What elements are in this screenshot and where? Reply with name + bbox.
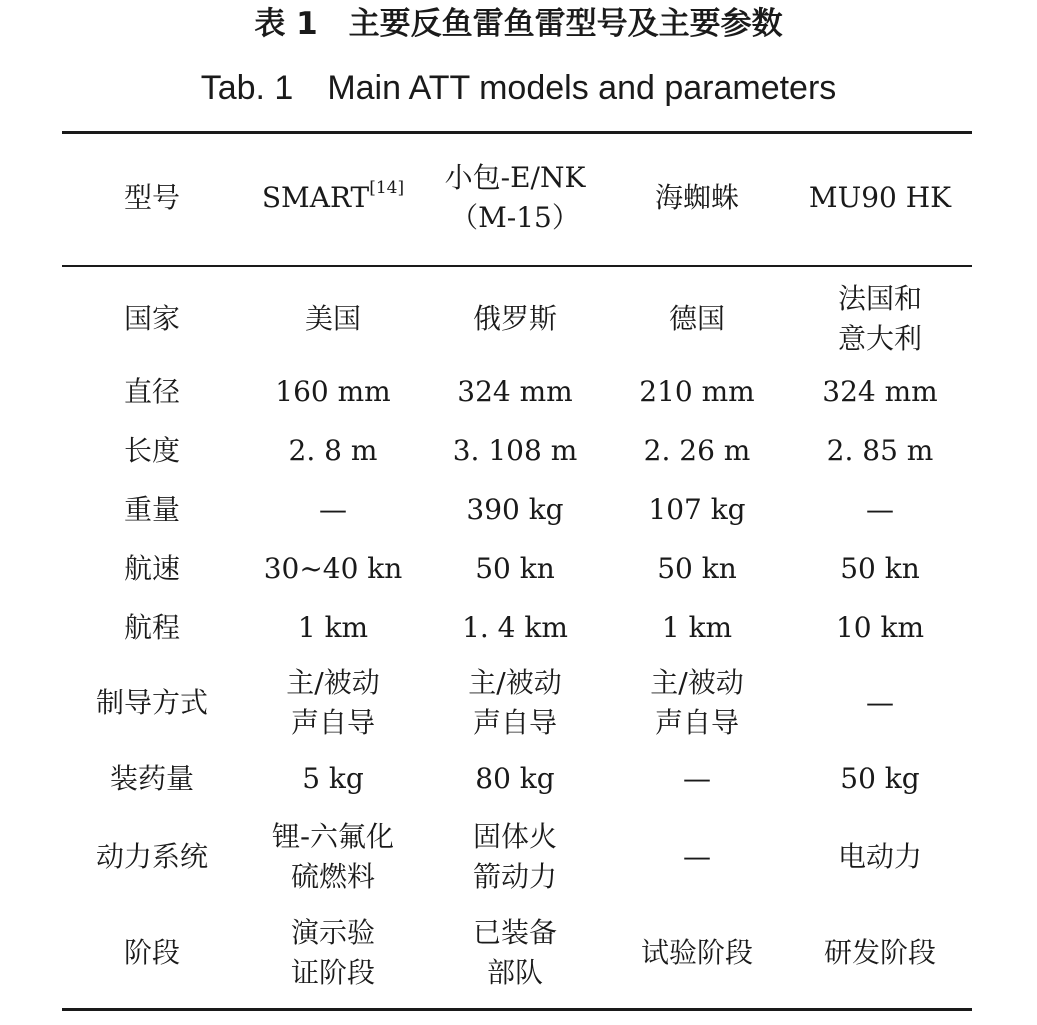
cell-line: — — [683, 840, 711, 873]
table-cell — [788, 599, 972, 657]
cell-line: 主/被动 — [286, 666, 380, 699]
table-cell — [606, 421, 788, 481]
header-model-smart — [242, 154, 424, 242]
table-cell — [606, 657, 788, 749]
cell-line: 电动力 — [837, 840, 922, 873]
table-cell — [606, 749, 788, 809]
table-cell — [424, 749, 606, 809]
cell-line: 1 km — [661, 611, 733, 644]
cell-line: 160 mm — [275, 375, 391, 408]
cell-line: 210 mm — [639, 375, 755, 408]
cell-line: 法国和 — [837, 282, 922, 315]
table-cell — [788, 421, 972, 481]
table-row — [62, 599, 972, 657]
header-model-subname: （M-15） — [450, 201, 580, 234]
citation-ref: [14] — [369, 178, 405, 198]
cell-line: 已装备 — [472, 916, 557, 949]
table-cell — [242, 539, 424, 599]
cell-line: 声自导 — [290, 706, 375, 739]
table-row — [62, 275, 972, 363]
table-cell — [788, 749, 972, 809]
cell-line: 30~40 kn — [263, 552, 403, 585]
table-cell — [788, 539, 972, 599]
table-cell — [606, 809, 788, 905]
table-cell — [242, 481, 424, 539]
table-cell — [242, 599, 424, 657]
table-cell — [424, 657, 606, 749]
table-row — [62, 809, 972, 905]
table-cell — [242, 421, 424, 481]
table-header — [62, 154, 972, 242]
header-model-m15 — [424, 154, 606, 242]
cell-line: 德国 — [668, 302, 725, 335]
cell-line: 324 mm — [822, 375, 938, 408]
cell-line: 324 mm — [457, 375, 573, 408]
cell-line: 10 km — [835, 611, 925, 644]
table-cell — [424, 363, 606, 421]
cell-line: 部队 — [486, 956, 543, 989]
header-model-mu90: MU90 HK — [808, 181, 952, 214]
cell-line: 意大利 — [837, 322, 922, 355]
cell-line: 3. 108 m — [452, 434, 578, 467]
table-row — [62, 539, 972, 599]
table-cell — [788, 481, 972, 539]
cell-line: 锂-六氟化 — [271, 820, 395, 853]
row-label: 动力系统 — [95, 840, 208, 873]
table-cell — [242, 749, 424, 809]
row-label: 重量 — [123, 493, 180, 526]
cell-line: 390 kg — [466, 493, 564, 526]
table-caption-english: Tab. 1 Main ATT models and parameters — [200, 69, 837, 107]
cell-line: 证阶段 — [290, 956, 375, 989]
row-label: 装药量 — [109, 762, 194, 795]
cell-line: 2. 26 m — [643, 434, 751, 467]
table-cell — [606, 905, 788, 1001]
cell-line: 研发阶段 — [823, 936, 936, 969]
row-label: 航速 — [123, 552, 180, 585]
cell-line: 声自导 — [472, 706, 557, 739]
table-cell — [424, 599, 606, 657]
table-row — [62, 421, 972, 481]
table-cell — [788, 275, 972, 363]
cell-line: 俄罗斯 — [472, 302, 557, 335]
cell-line: 2. 8 m — [288, 434, 378, 467]
table-row — [62, 749, 972, 809]
row-label: 航程 — [123, 611, 180, 644]
row-label: 阶段 — [123, 936, 180, 969]
header-model-name: 小包-E/NK — [444, 161, 586, 194]
table-cell — [606, 363, 788, 421]
table-cell — [606, 481, 788, 539]
table-cell — [606, 275, 788, 363]
table-cell — [424, 809, 606, 905]
table-row — [62, 657, 972, 749]
table-cell — [424, 905, 606, 1001]
header-rule — [62, 265, 972, 267]
row-label: 国家 — [123, 302, 180, 335]
table-cell — [242, 275, 424, 363]
table-cell — [424, 275, 606, 363]
cell-line: 1 km — [297, 611, 369, 644]
cell-line: 演示验 — [290, 916, 375, 949]
table-cell — [424, 481, 606, 539]
header-param-label: 型号 — [123, 181, 180, 214]
table-body — [62, 275, 972, 1001]
cell-line: — — [683, 762, 711, 795]
top-rule — [62, 131, 972, 134]
row-label: 长度 — [123, 434, 180, 467]
cell-line: 美国 — [304, 302, 361, 335]
cell-line: 固体火 — [472, 820, 557, 853]
cell-line: 50 kn — [475, 552, 555, 585]
cell-line: 1. 4 km — [462, 611, 568, 644]
table-cell — [242, 809, 424, 905]
table-cell — [424, 539, 606, 599]
cell-line: 硫燃料 — [290, 860, 375, 893]
table-cell — [424, 421, 606, 481]
bottom-rule — [62, 1008, 972, 1011]
cell-line: 50 kn — [840, 552, 920, 585]
cell-line: — — [866, 686, 894, 719]
cell-line: 主/被动 — [650, 666, 744, 699]
cell-line: 2. 85 m — [826, 434, 934, 467]
cell-line: 主/被动 — [468, 666, 562, 699]
header-model-name: SMART — [261, 181, 370, 214]
cell-line: 50 kn — [657, 552, 737, 585]
table-row — [62, 481, 972, 539]
cell-line: 80 kg — [475, 762, 555, 795]
cell-line: 5 kg — [302, 762, 364, 795]
table-cell — [788, 657, 972, 749]
table-caption-chinese: 表 1 主要反鱼雷鱼雷型号及主要参数 — [254, 6, 783, 42]
table-cell — [242, 905, 424, 1001]
cell-line: 试验阶段 — [640, 936, 753, 969]
row-label: 制导方式 — [95, 686, 208, 719]
cell-line: 107 kg — [648, 493, 746, 526]
table-cell — [788, 905, 972, 1001]
header-model-seaspider: 海蜘蛛 — [654, 181, 739, 214]
cell-line: 50 kg — [840, 762, 920, 795]
cell-line: — — [319, 493, 347, 526]
table-cell — [788, 809, 972, 905]
table-row — [62, 905, 972, 1001]
table-row — [62, 363, 972, 421]
table-cell — [788, 363, 972, 421]
table-cell — [242, 657, 424, 749]
table-cell — [606, 599, 788, 657]
table-cell — [606, 539, 788, 599]
row-label: 直径 — [123, 375, 180, 408]
cell-line: 声自导 — [654, 706, 739, 739]
cell-line: — — [866, 493, 894, 526]
table-cell — [242, 363, 424, 421]
cell-line: 箭动力 — [472, 860, 557, 893]
